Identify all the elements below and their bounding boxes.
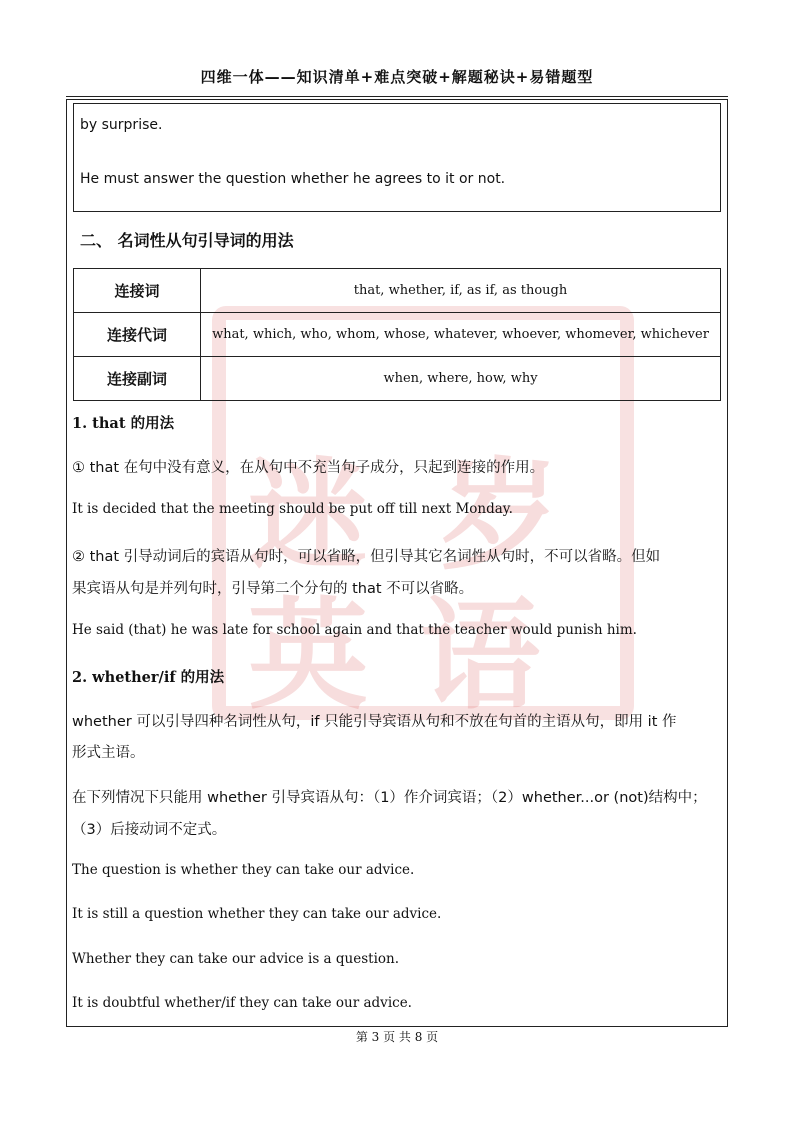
row-value: that, whether, if, as if, as though <box>201 269 721 313</box>
paragraph: （3）后接动词不定式。 <box>72 822 227 838</box>
paragraph: 在下列情况下只能用 whether 引导宾语从句：（1）作介词宾语；（2）whether...or (not)结构中； <box>72 790 707 806</box>
watermark-char: 语 <box>420 587 540 726</box>
note-line: by surprise. <box>80 117 163 133</box>
watermark-char: 英 <box>248 587 368 726</box>
table-row <box>74 269 721 313</box>
section-heading: 二、 名词性从句引导词的用法 <box>80 231 294 250</box>
row-label: 连接副词 <box>74 357 201 401</box>
header-rule <box>66 96 728 97</box>
paragraph: 果宾语从句是并列句时，引导第二个分句的 that 不可以省略。 <box>72 581 474 597</box>
row-value: when, where, how, why <box>201 357 721 401</box>
subheading-that: 1. that 的用法 <box>72 415 175 432</box>
note-line: He must answer the question whether he agrees to it or not. <box>80 171 506 187</box>
continued-note-box <box>73 103 721 212</box>
subheading-whether: 2. whether/if 的用法 <box>72 669 225 686</box>
row-value: what, which, who, whom, whose, whatever, whoever, whomever, whichever <box>201 313 721 357</box>
page-header-title: 四维一体——知识清单+难点突破+解题秘诀+易错题型 <box>200 68 594 86</box>
example-sentence: Whether they can take our advice is a question. <box>72 951 399 967</box>
connectors-table <box>73 268 721 401</box>
example-sentence: It is doubtful whether/if they can take our advice. <box>72 995 412 1011</box>
paragraph: whether 可以引导四种名词性从句，if 只能引导宾语从句和不放在句首的主语从句，即用 it 作 <box>72 714 677 730</box>
page-number: 第 3 页 共 8 页 <box>355 1030 439 1044</box>
example-sentence: The question is whether they can take our advice. <box>72 862 415 878</box>
example-sentence: It is still a question whether they can take our advice. <box>72 906 442 922</box>
paragraph: ② that 引导动词后的宾语从句时，可以省略，但引导其它名词性从句时，不可以省略。但如 <box>72 549 661 565</box>
watermark-char: 迷 <box>248 447 368 586</box>
table-row <box>74 357 721 401</box>
watermark-char: 岁 <box>440 447 560 586</box>
example-sentence: He said (that) he was late for school again and that the teacher would punish him. <box>72 622 637 638</box>
example-sentence: It is decided that the meeting should be put off till next Monday. <box>72 501 513 517</box>
row-label: 连接代词 <box>74 313 201 357</box>
table-row <box>74 313 721 357</box>
paragraph: 形式主语。 <box>72 745 145 761</box>
paragraph: ① that 在句中没有意义，在从句中不充当句子成分，只起到连接的作用。 <box>72 460 545 476</box>
row-label: 连接词 <box>74 269 201 313</box>
